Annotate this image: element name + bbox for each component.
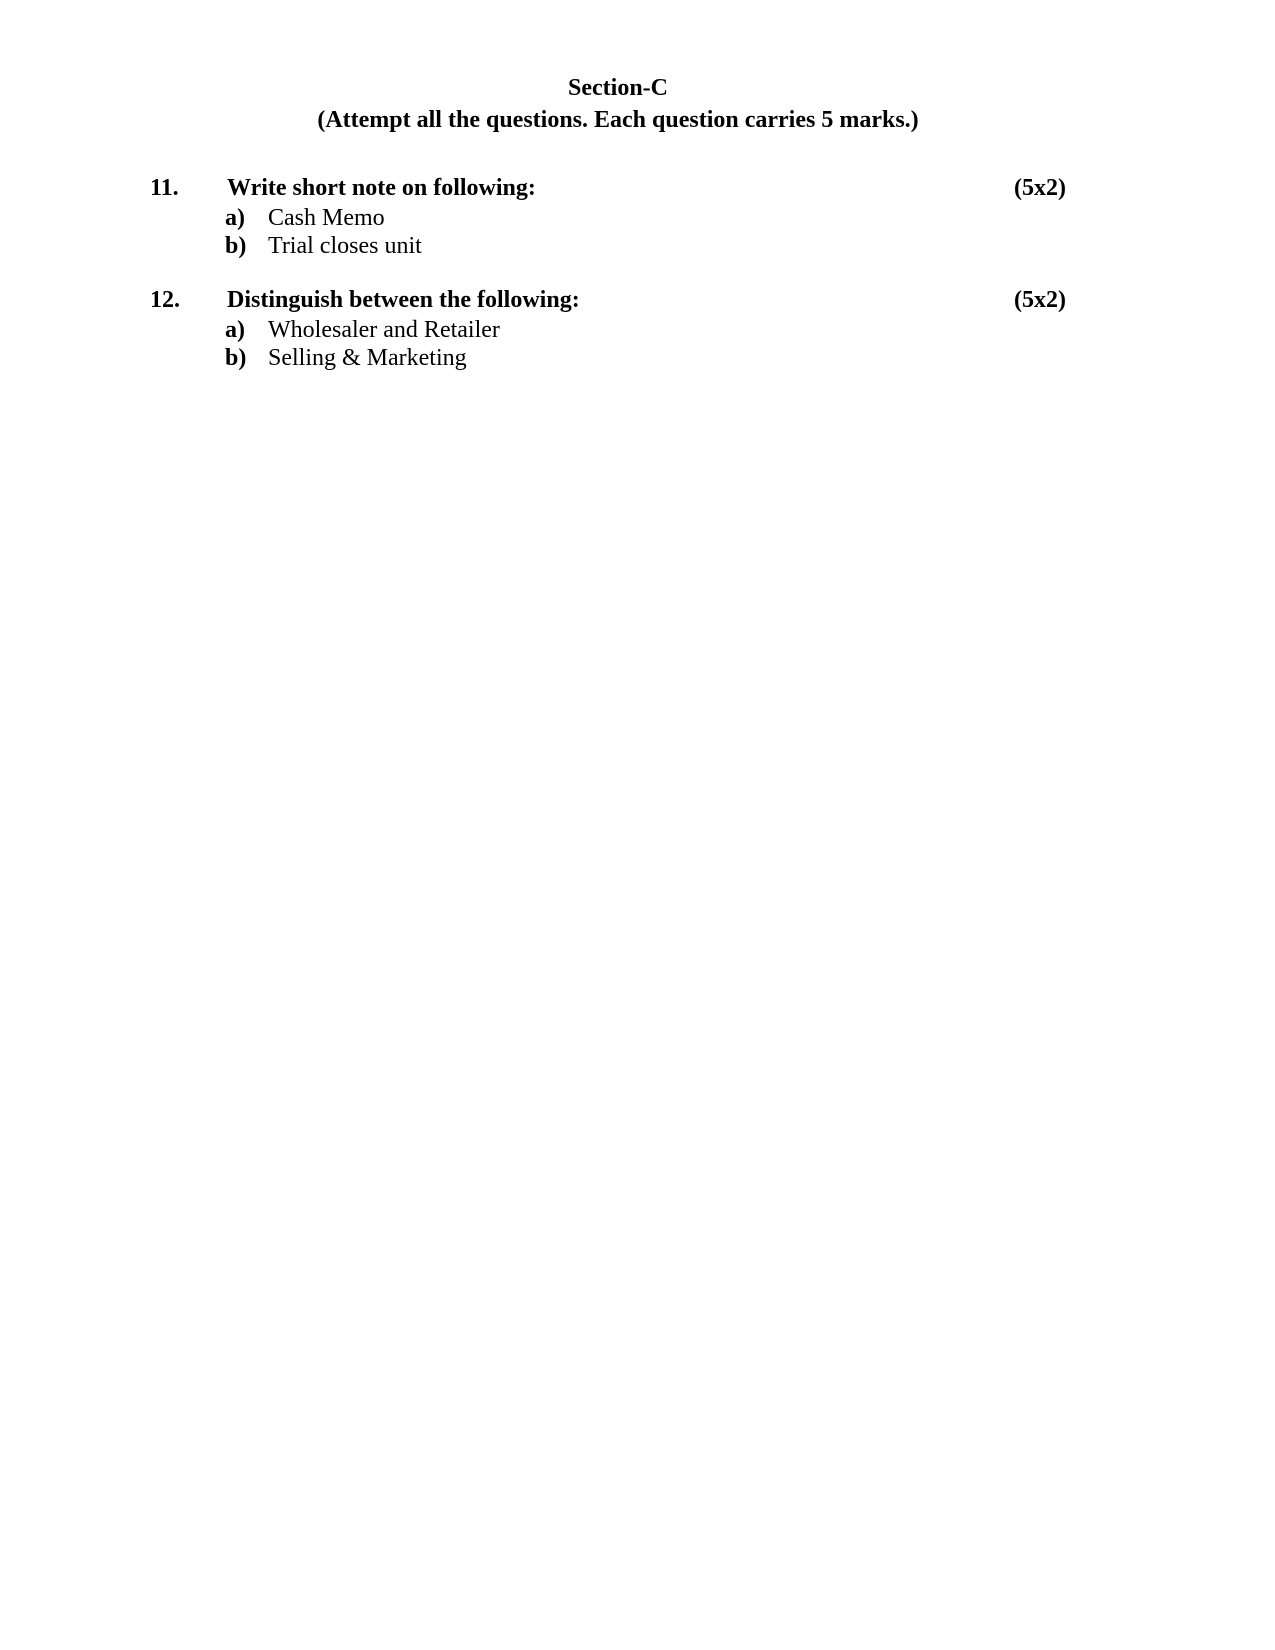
section-title: Section-C (568, 75, 668, 101)
sub-question-text: Wholesaler and Retailer (268, 317, 500, 343)
section-instructions: (Attempt all the questions. Each question carries 5 marks.) (317, 107, 919, 133)
sub-question-label: b) (225, 233, 247, 259)
question-number: 12. (150, 287, 180, 313)
sub-question-text: Cash Memo (268, 205, 385, 231)
sub-question-label: a) (225, 317, 245, 343)
sub-question-text: Selling & Marketing (268, 345, 467, 371)
sub-question-label: b) (225, 345, 247, 371)
question-marks: (5x2) (1014, 175, 1066, 201)
question-text: Write short note on following: (227, 175, 536, 201)
question-marks: (5x2) (1014, 287, 1066, 313)
question-text: Distinguish between the following: (227, 287, 580, 313)
sub-question-label: a) (225, 205, 245, 231)
question-number: 11. (150, 175, 179, 201)
sub-question-text: Trial closes unit (268, 233, 422, 259)
